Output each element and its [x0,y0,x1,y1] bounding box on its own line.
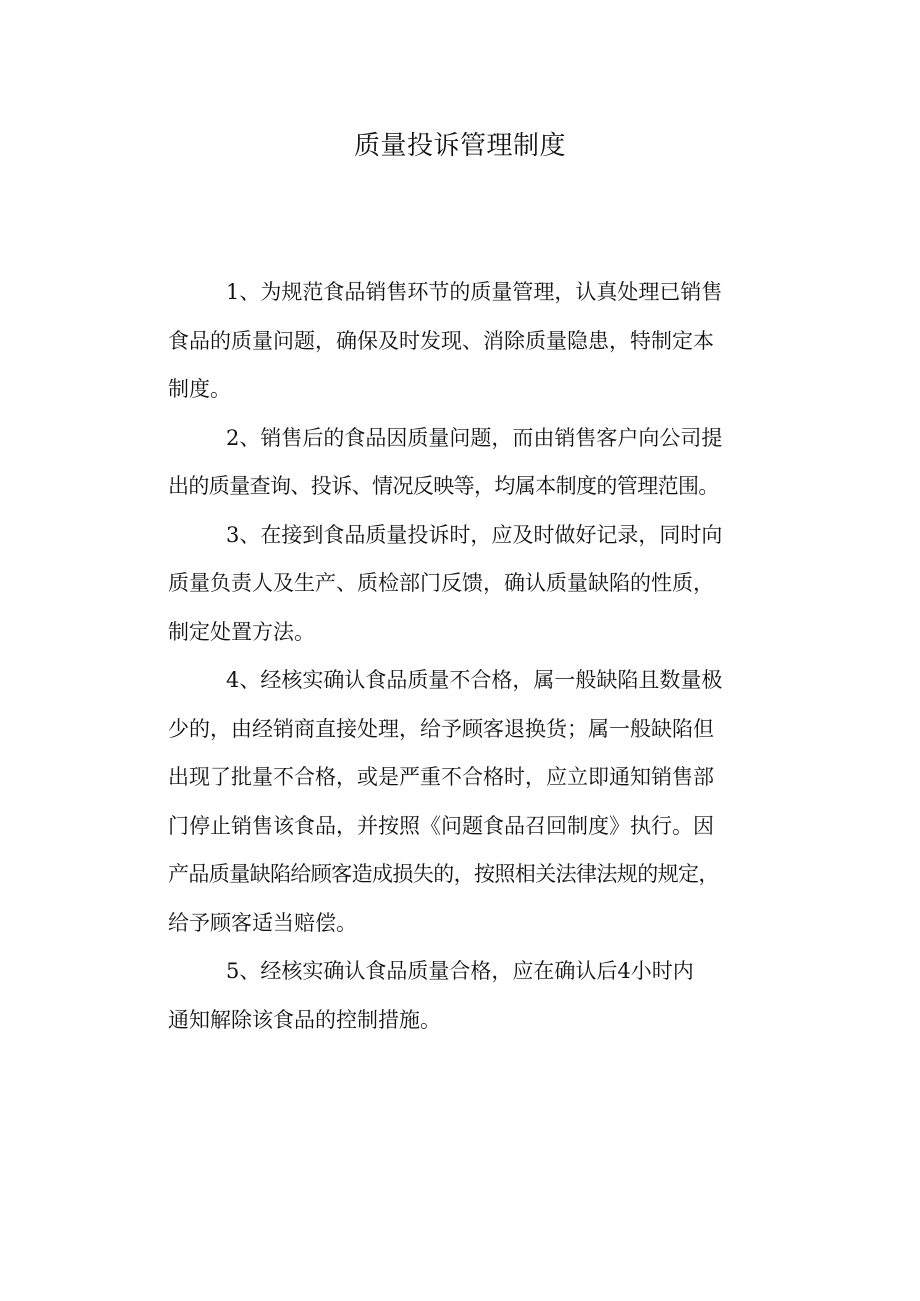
paragraph-line: 制度。 [168,377,231,401]
paragraph-line: 给予顾客适当赔偿。 [168,910,357,935]
paragraph-1 [168,268,798,414]
paragraph-5 [168,947,798,1044]
paragraph-4 [168,656,798,947]
paragraph-2 [168,414,798,511]
paragraph-line: 制定处置方法。 [168,619,315,644]
paragraph-line: 出现了批量不合格，或是严重不合格时，应立即通知销售部 [168,765,714,789]
document-title: 质量投诉管理制度 [353,131,566,161]
paragraph-line: 2、销售后的食品因质量问题，而由销售客户向公司提 [226,425,723,450]
paragraph-line: 通知解除该食品的控制措施。 [168,1007,441,1032]
paragraph-3 [168,511,798,657]
paragraph-line: 食品的质量问题，确保及时发现、消除质量隐患，特制定本 [168,328,714,353]
paragraph-line: 产品质量缺陷给顾客造成损失的，按照相关法律法规的规定， [168,862,719,886]
paragraph-line: 5、经核实确认食品质量合格，应在确认后4小时内 [226,959,694,983]
paragraph-line: 门停止销售该食品，并按照《问题食品召回制度》执行。因 [168,813,714,838]
paragraph-line: 1、为规范食品销售环节的质量管理，认真处理已销售 [226,280,723,304]
document-body [168,268,798,1044]
paragraph-line: 少的，由经销商直接处理，给予顾客退换货；属一般缺陷但 [168,716,714,741]
paragraph-line: 出的质量查询、投诉、情况反映等，均属本制度的管理范围。 [168,474,719,498]
paragraph-line: 质量负责人及生产、质检部门反馈，确认质量缺陷的性质， [168,571,714,595]
paragraph-line: 3、在接到食品质量投诉时，应及时做好记录，同时向 [226,522,723,547]
paragraph-line: 4、经核实确认食品质量不合格，属一般缺陷且数量极 [226,668,723,692]
